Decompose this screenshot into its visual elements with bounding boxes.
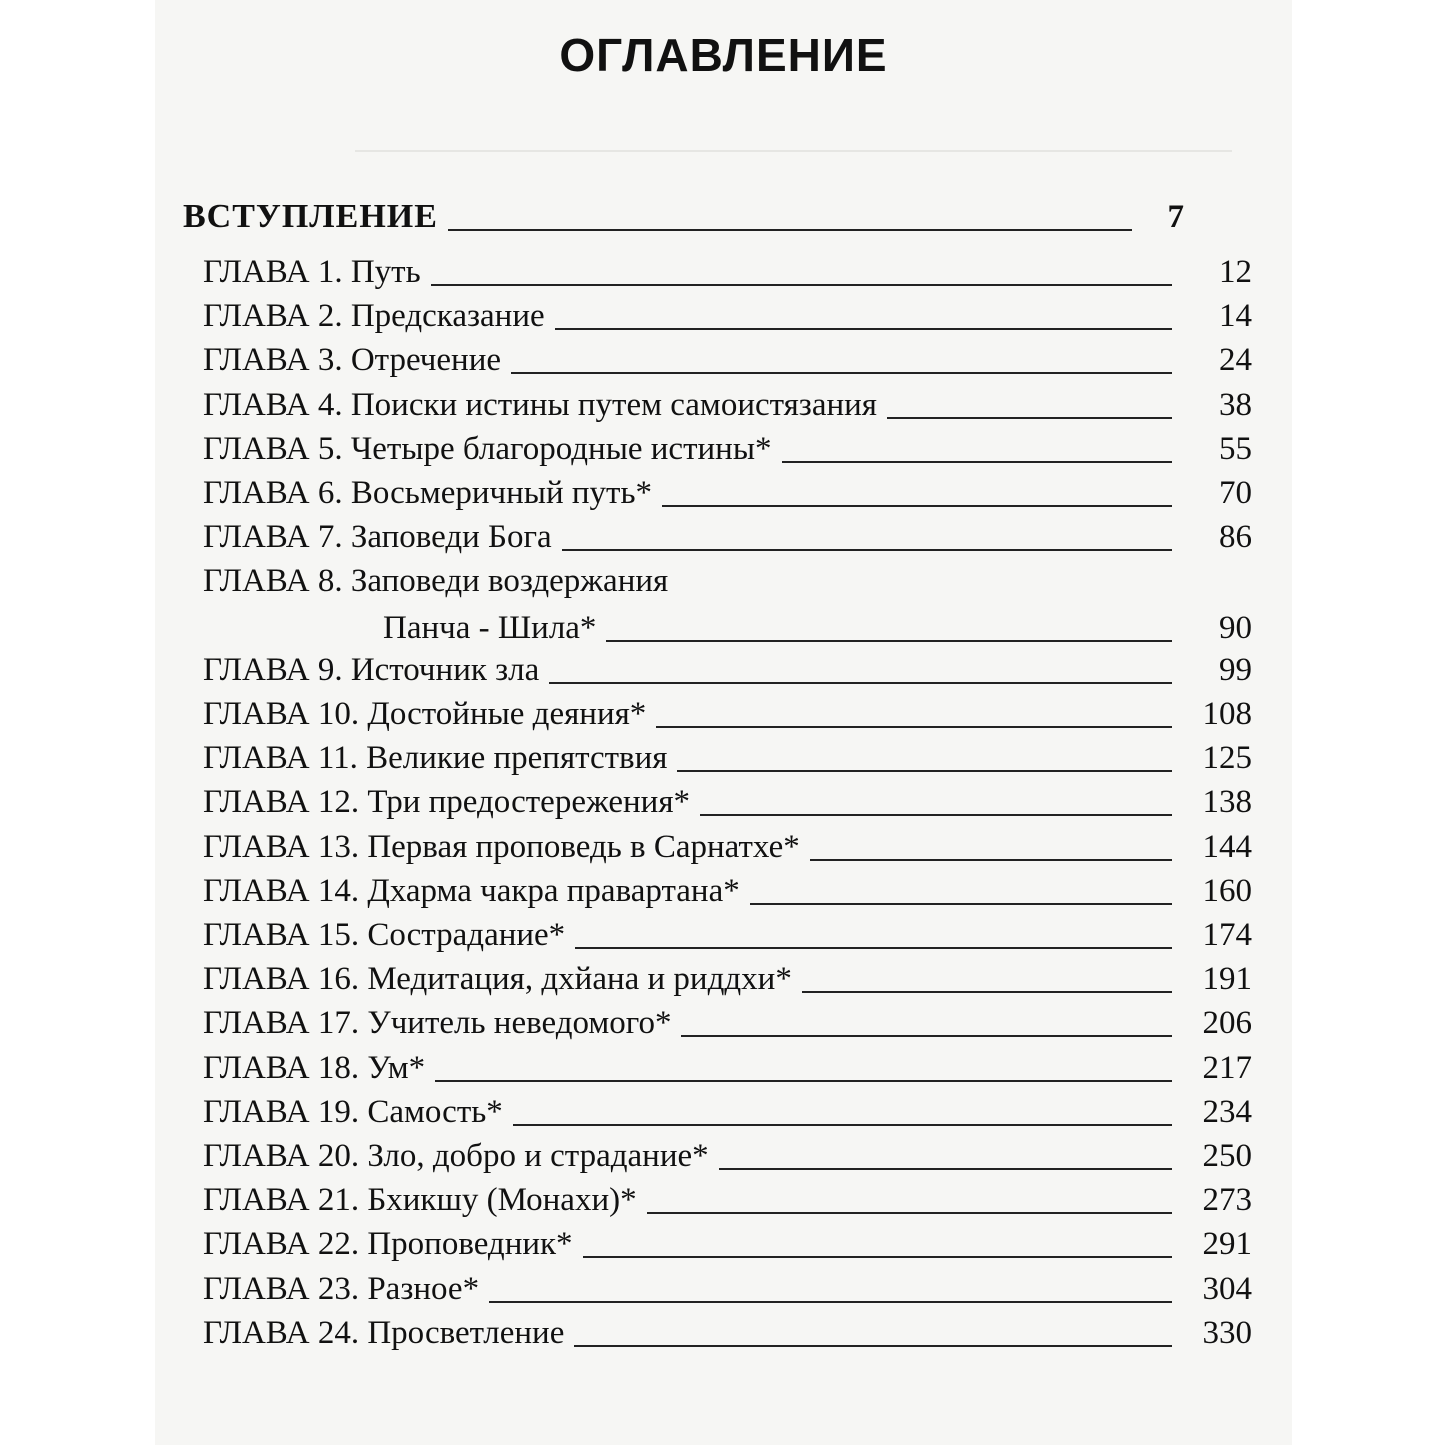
toc-entry-label: ВСТУПЛЕНИЕ bbox=[183, 198, 438, 235]
dot-leader bbox=[677, 770, 1172, 772]
dot-leader bbox=[719, 1168, 1172, 1170]
toc-entry-label: ГЛАВА 15. Сострадание* bbox=[203, 917, 566, 953]
toc-entry-label: ГЛАВА 13. Первая проповедь в Сарнатхе* bbox=[203, 828, 800, 865]
toc-page-number: 217 bbox=[1202, 1049, 1252, 1086]
toc-entry-label: ГЛАВА 16. Медитация, дхйана и риддхи* bbox=[203, 961, 792, 998]
table-of-contents bbox=[155, 0, 1292, 1445]
toc-entry-chapter-11[interactable] bbox=[203, 738, 1252, 778]
toc-entry-chapter-24[interactable] bbox=[203, 1313, 1252, 1353]
dot-leader bbox=[562, 549, 1172, 551]
toc-entry-label: ГЛАВА 2. Предсказание bbox=[203, 298, 545, 335]
dot-leader bbox=[431, 284, 1172, 286]
toc-entry-chapter-22[interactable] bbox=[203, 1224, 1252, 1264]
toc-page-number: 38 bbox=[1219, 386, 1252, 423]
toc-entry-label: ГЛАВА 12. Три предостережения* bbox=[203, 784, 690, 821]
dot-leader bbox=[435, 1080, 1172, 1082]
dot-leader bbox=[887, 417, 1172, 419]
dot-leader bbox=[810, 859, 1172, 861]
toc-page-number: 24 bbox=[1219, 342, 1252, 379]
toc-entry-label: ГЛАВА 1. Путь bbox=[203, 254, 421, 290]
toc-entry-label: ГЛАВА 7. Заповеди Бога bbox=[203, 519, 552, 556]
toc-entry-label: ГЛАВА 22. Проповедник* bbox=[203, 1226, 573, 1263]
toc-page-number: 160 bbox=[1202, 872, 1252, 909]
toc-entry-chapter-18[interactable] bbox=[203, 1048, 1252, 1088]
toc-page-number: 14 bbox=[1219, 298, 1252, 335]
toc-entry-label: ГЛАВА 23. Разное* bbox=[203, 1270, 480, 1307]
toc-page-number: 99 bbox=[1219, 651, 1252, 688]
dot-leader bbox=[802, 991, 1172, 993]
dot-leader bbox=[549, 682, 1172, 684]
toc-page-number: 138 bbox=[1202, 784, 1252, 821]
dot-leader bbox=[656, 726, 1172, 728]
toc-page-number: 273 bbox=[1202, 1182, 1252, 1219]
dot-leader bbox=[700, 814, 1172, 816]
toc-entry-chapter-3[interactable] bbox=[203, 340, 1252, 380]
toc-entry-label: ГЛАВА 11. Великие препятствия bbox=[203, 740, 668, 777]
toc-entry-label: ГЛАВА 19. Самость* bbox=[203, 1093, 503, 1130]
toc-entry-chapter-13[interactable] bbox=[203, 827, 1252, 867]
toc-entry-label: ГЛАВА 18. Ум* bbox=[203, 1049, 426, 1086]
toc-page-number: 304 bbox=[1202, 1270, 1252, 1307]
toc-entry-chapter-21[interactable] bbox=[203, 1180, 1252, 1220]
toc-entry-chapter-23[interactable] bbox=[203, 1269, 1252, 1309]
dot-leader bbox=[555, 328, 1172, 330]
toc-entry-chapter-16[interactable] bbox=[203, 959, 1252, 999]
book-page bbox=[155, 0, 1292, 1445]
toc-entry-intro[interactable] bbox=[183, 197, 1184, 237]
toc-entry-label: ГЛАВА 10. Достойные деяния* bbox=[203, 696, 647, 732]
toc-entry-chapter-8-continuation[interactable] bbox=[203, 608, 1252, 648]
toc-entry-chapter-20[interactable] bbox=[203, 1136, 1252, 1176]
toc-entry-label: ГЛАВА 3. Отречение bbox=[203, 342, 502, 379]
toc-page-number: 291 bbox=[1202, 1226, 1252, 1263]
toc-entry-chapter-14[interactable] bbox=[203, 871, 1252, 911]
toc-page-number: 86 bbox=[1219, 519, 1252, 556]
toc-entry-label: ГЛАВА 5. Четыре благородные истины* bbox=[203, 430, 772, 467]
toc-entry-chapter-2[interactable] bbox=[203, 296, 1252, 336]
dot-leader bbox=[489, 1301, 1172, 1303]
dot-leader bbox=[606, 640, 1172, 642]
toc-entry-label-continuation: Панча - Шила* bbox=[383, 609, 597, 646]
dot-leader bbox=[782, 461, 1173, 463]
toc-entry-chapter-1[interactable] bbox=[203, 252, 1252, 292]
toc-entry-label: ГЛАВА 21. Бхикшу (Монахи)* bbox=[203, 1182, 637, 1219]
toc-entry-label: ГЛАВА 20. Зло, добро и страдание* bbox=[203, 1138, 709, 1174]
dot-leader bbox=[575, 947, 1172, 949]
toc-page-number: 108 bbox=[1202, 696, 1252, 732]
toc-entry-chapter-17[interactable] bbox=[203, 1003, 1252, 1043]
dot-leader bbox=[583, 1256, 1172, 1258]
toc-page-number: 174 bbox=[1202, 917, 1252, 953]
toc-page-number: 90 bbox=[1219, 609, 1252, 646]
toc-entry-label: ГЛАВА 9. Источник зла bbox=[203, 651, 540, 688]
toc-entry-label: ГЛАВА 6. Восьмеричный путь* bbox=[203, 475, 653, 511]
toc-page-number: 70 bbox=[1219, 475, 1252, 511]
toc-entry-chapter-4[interactable] bbox=[203, 385, 1252, 425]
toc-entry-chapter-19[interactable] bbox=[203, 1092, 1252, 1132]
toc-entry-label: ГЛАВА 8. Заповеди воздержания bbox=[203, 563, 669, 600]
dot-leader bbox=[662, 505, 1172, 507]
toc-page-number: 206 bbox=[1202, 1005, 1252, 1042]
toc-entry-chapter-15[interactable] bbox=[203, 915, 1252, 955]
toc-page-number: 250 bbox=[1202, 1138, 1252, 1174]
toc-entry-chapter-8[interactable] bbox=[203, 561, 1184, 601]
toc-entry-label: ГЛАВА 14. Дхарма чакра правартана* bbox=[203, 872, 740, 909]
toc-entry-chapter-6[interactable] bbox=[203, 473, 1252, 513]
dot-leader bbox=[574, 1345, 1172, 1347]
toc-page-number: 191 bbox=[1202, 961, 1252, 998]
toc-entry-label: ГЛАВА 24. Просветление bbox=[203, 1314, 565, 1351]
toc-entry-chapter-10[interactable] bbox=[203, 694, 1252, 734]
toc-page-number: 125 bbox=[1202, 740, 1252, 777]
dot-leader bbox=[513, 1124, 1172, 1126]
page-title: ОГЛАВЛЕНИЕ bbox=[559, 29, 888, 81]
dot-leader bbox=[448, 229, 1132, 231]
dot-leader bbox=[750, 903, 1172, 905]
toc-page-number: 144 bbox=[1202, 828, 1252, 865]
toc-page-number: 7 bbox=[1167, 199, 1184, 235]
dot-leader bbox=[681, 1035, 1172, 1037]
toc-page-number: 55 bbox=[1219, 430, 1252, 467]
toc-entry-chapter-12[interactable] bbox=[203, 782, 1252, 822]
toc-page-number: 12 bbox=[1219, 254, 1252, 290]
toc-entry-label: ГЛАВА 4. Поиски истины путем самоистязания bbox=[203, 386, 877, 423]
toc-page-number: 330 bbox=[1202, 1314, 1252, 1351]
toc-page-number: 234 bbox=[1202, 1093, 1252, 1130]
dot-leader bbox=[647, 1212, 1172, 1214]
toc-entry-label: ГЛАВА 17. Учитель неведомого* bbox=[203, 1005, 672, 1042]
toc-entry-chapter-9[interactable] bbox=[203, 650, 1252, 690]
dot-leader bbox=[511, 372, 1172, 374]
toc-entry-chapter-7[interactable] bbox=[203, 517, 1252, 557]
toc-entry-chapter-5[interactable] bbox=[203, 429, 1252, 469]
